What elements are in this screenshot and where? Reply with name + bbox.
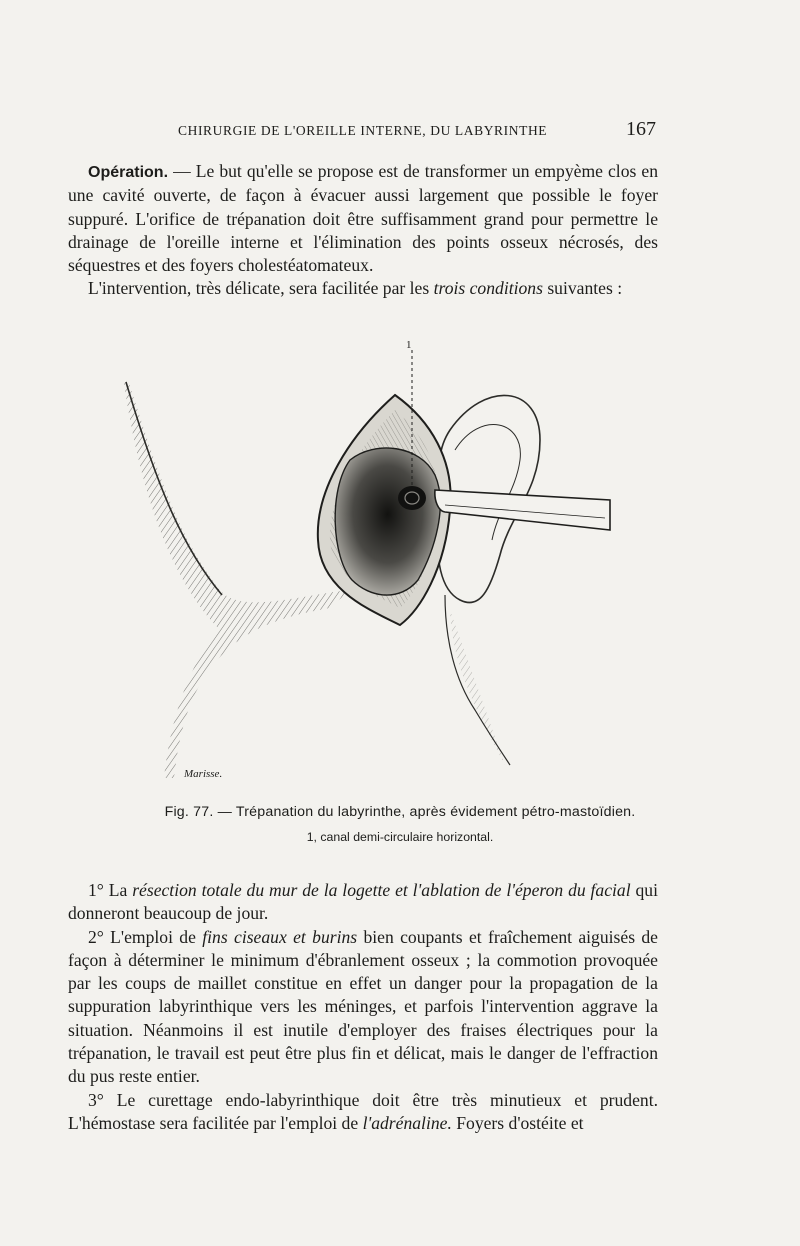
running-head: CHIRURGIE DE L'OREILLE INTERNE, DU LABYRINTHE	[178, 123, 548, 138]
conditions-list	[68, 879, 658, 1135]
condition-2	[68, 926, 658, 1089]
figure-caption-legend: 1, canal demi-circulaire horizontal.	[306, 830, 494, 844]
condition-1-emphasis: résection totale du mur de la logette et l'ablation de l'éperon du facial	[132, 880, 631, 900]
intervention-text-end: suivantes :	[542, 278, 623, 299]
paragraph-intervention	[68, 277, 658, 300]
paragraph-operation	[68, 160, 658, 277]
condition-3-emphasis: l'adrénaline.	[362, 1112, 452, 1133]
figure-77-illustration	[100, 340, 620, 790]
intervention-emphasis: trois conditions	[433, 278, 543, 299]
condition-1-number: 1°	[88, 880, 104, 900]
condition-1-text-end: qui donneront beaucoup de jour.	[68, 880, 658, 924]
condition-2-text-end: bien coupants et fraîchement aiguisés de façon à déterminer le minimum d'ébranlement osseux ; la commotion provoquée par les coups de maillet constitue en effet un danger pour la propagation de la suppuration labyrinthique vers les méninges, et parfois l'intervention aggrave la situation. Néanmoins il est inutile d'employer des fraises électriques pour la trépanation, le travail est peut être plus fin et délicat, mais le danger de l'effraction du pus reste entier.	[68, 926, 658, 1087]
condition-2-text: L'emploi de	[103, 926, 203, 947]
figure-caption: Fig. 77. — Trépanation du labyrinthe, après évidement pétro-mastoïdien.	[164, 804, 636, 820]
intervention-text: L'intervention, très délicate, sera facilitée par les	[88, 278, 434, 299]
artist-signature: Marisse.	[184, 768, 223, 780]
intro-text	[68, 160, 658, 301]
condition-3-text-end: Foyers d'ostéite et	[451, 1112, 584, 1133]
callout-number: 1	[406, 340, 412, 351]
condition-1-text: La	[103, 880, 133, 900]
condition-2-emphasis: fins ciseaux et burins	[202, 926, 358, 947]
condition-1	[68, 879, 658, 926]
semicircular-canal	[398, 486, 426, 510]
operation-text: — Le but qu'elle se propose est de transformer un empyème clos en une cavité ouverte, de façon à évacuer aussi largement que possible le foyer suppuré. L'orifice de trépanation doit être suffisamment grand pour permettre le drainage de l'oreille interne et l'élimination des points osseux nécrosés, des séquestres et des foyers cholestéatomateux.	[68, 161, 658, 276]
jaw-hatching	[124, 380, 350, 778]
page-header	[178, 118, 656, 141]
condition-2-number: 2°	[88, 926, 104, 947]
trepanation-engraving	[100, 340, 620, 790]
condition-3	[68, 1089, 658, 1136]
operation-heading: Opération.	[88, 164, 169, 181]
condition-3-text: Le curettage endo-labyrinthique doit être très minutieux et prudent. L'hémostase sera facilitée par l'emploi de	[68, 1089, 658, 1133]
condition-3-number: 3°	[88, 1089, 104, 1110]
page-number: 167	[626, 118, 656, 140]
